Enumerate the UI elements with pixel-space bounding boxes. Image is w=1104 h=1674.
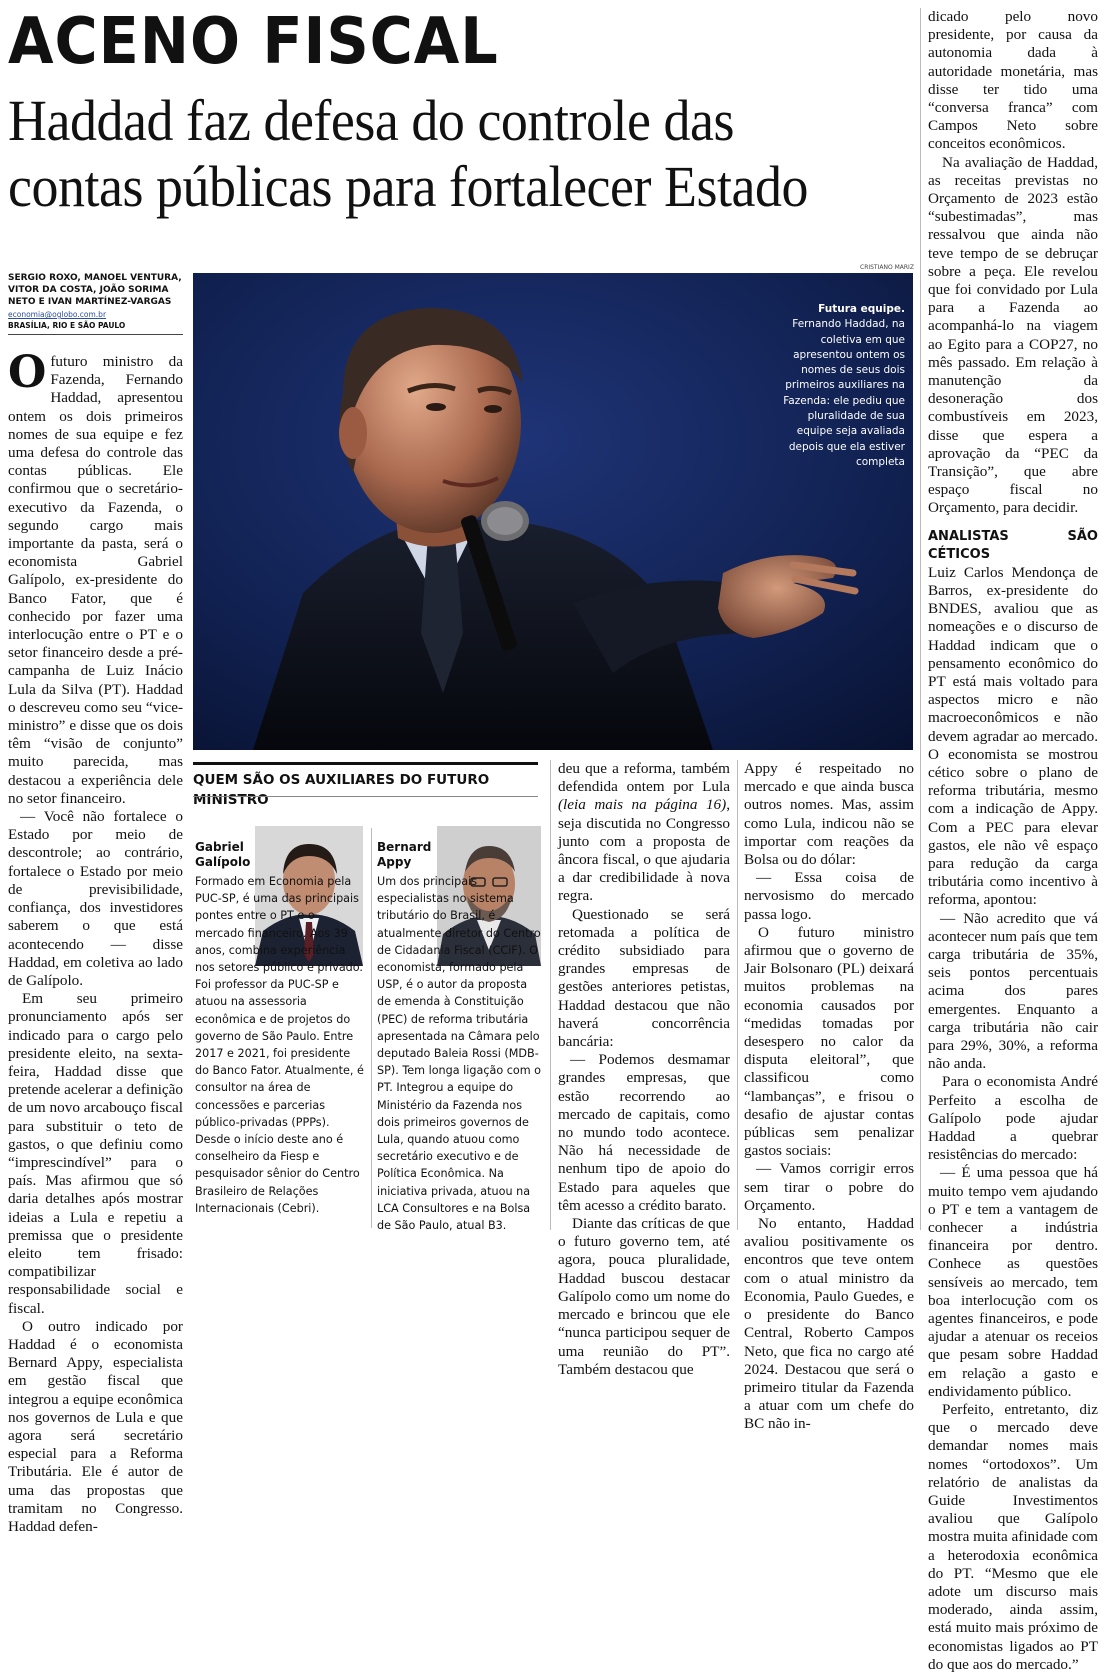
photo-credit: CRISTIANO MARIZ: [860, 264, 914, 271]
profile-name-galipolo: Gabriel Galípolo: [195, 840, 251, 869]
article-paragraph: Perfeito, entretanto, diz que o mercado deve demandar nomes mais nomes “ortodoxos”. Um relatório de analistas da Guide Investimentos avaliou que Galípolo mostra muita afinidade com a heterodoxia econômica do PT. “Mesmo que ele adote um discurso mais moderado, ainda assim, está muito mais próximo de economistas ligados ao PT do que aos do mercado.”: [928, 1401, 1098, 1673]
article-paragraph: Diante das críticas de que o futuro governo tem, até agora, pouca pluralidade, Haddad buscou destacar Galípolo como um nome do mercado e brincou que ele “nunca participou sequer de uma reunião do PT”. Também destacou que: [558, 1215, 730, 1378]
article-paragraph: Ofuturo ministro da Fazenda, Fernando Haddad, apresentou ontem os dois primeiros nomes de sua equipe e fez uma defesa do controle das contas públicas. Ele confirmou que o secretário-executivo da Fazenda, o segundo cargo mais importante da pasta, será o economista Gabriel Galípolo, ex-presidente do Banco Fator, que é conhecido por fazer uma interlocução entre o PT e o setor financeiro desde a pré-campanha de Luiz Inácio Lula da Silva (PT). Haddad o descreveu como seu “vice-ministro” e disse que os dois têm “visão de conjunto” muito parecida, mas destacou a experiência dele no setor financeiro.: [8, 347, 183, 807]
drop-cap: O: [8, 347, 47, 398]
article-paragraph: Questionado se será retomada a política de crédito subsidiado para grandes empresas de gestões anteriores petistas, Haddad destacou que não haverá concorrência bancária:: [558, 905, 730, 1051]
byline-divider: [8, 334, 183, 335]
article-paragraph: dicado pelo novo presidente, por causa da autonomia dada à autoridade monetária, mas disse ter tido uma “conversa franca” com Campos Neto sobre conceitos econômicos.: [928, 8, 1098, 153]
photo-caption: [780, 302, 905, 470]
article-column-3: [558, 760, 730, 1378]
section-subhead: ANALISTAS SÃO CÉTICOS: [928, 528, 1098, 562]
article-paragraph: No entanto, Haddad avaliou positivamente os encontros que teve ontem com o atual ministro da Economia, Paulo Guedes, e o presidente do Banco Central, Roberto Campos Neto, que fica no cargo até 2024. Destacou que será o primeiro titular da Fazenda a atuar com um chefe do BC não in-: [744, 1215, 914, 1433]
article-paragraph: O outro indicado por Haddad é o economista Bernard Appy, especialista em gestão fiscal que integrou a equipe econômica nos governos de Lula e que agora será secretário especial para a Reforma Tributária. Ele é autor de uma das propostas que tramitam no Congresso. Haddad defen-: [8, 1317, 184, 1535]
byline-place: BRASÍLIA, RIO E SÃO PAULO: [8, 321, 126, 330]
byline-authors: SERGIO ROXO, MANOEL VENTURA, VITOR DA COSTA, JOÃO SORIMA NETO E IVAN MARTÍNEZ-VARGAS: [8, 273, 182, 307]
article-paragraph: — Essa coisa de nervosismo do mercado passa logo.: [744, 869, 914, 923]
article-paragraph: Appy é respeitado no mercado e que ainda busca outros nomes. Mas, assim como Lula, indicou não se importar com reações da Bolsa ou do dólar:: [744, 760, 914, 869]
column-divider: [737, 760, 738, 1230]
article-paragraph: Em seu primeiro pronunciamento após ser indicado para o cargo pelo presidente eleito, na sexta-feira, Haddad disse que pretende acelerar a definição de um novo arcabouço fiscal para substituir o teto de gastos, o que definiu como “imprescindível” para o país. Mas afirmou que só daria detalhes após mostrar ideias a Lula e repetiu a premissa que o presidente eleito tem frisado: compatibilizar responsabilidade social e fiscal.: [8, 990, 183, 1317]
column-divider: [920, 8, 921, 1230]
profile-name-appy: Bernard Appy: [377, 840, 432, 869]
column-divider: [550, 760, 551, 1230]
article-paragraph: Na avaliação de Haddad, as receitas previstas no Orçamento de 2023 estão “subestimadas”, mas ressalvou que ainda não teve tempo de se debruçar sobre a peça. Ele revelou que foi convidado por Lula para a Fazenda ao acompanhá-lo na viagem ao Egito para a COP27, no mês passado. Em relação à manutenção da desoneração dos combustíveis em 2023, disse que espera a aprovação da “PEC da Transição”, que abre espaço fiscal no Orçamento, para decidir.: [928, 153, 1098, 517]
article-column-1: [8, 347, 184, 1535]
article-column-4: [744, 760, 914, 1433]
kicker: ACENO FISCAL: [8, 5, 499, 79]
article-paragraph: — Você não fortalece o Estado por meio de descontrole; ao contrário, fortalece o Estado por meio de previsibilidade, confiança, dos investidores saberem o que está acontecendo — disse Haddad, em coletiva ao lado de Galípolo.: [8, 808, 183, 989]
headline: Haddad faz defesa do controle das contas públicas para fortalecer Estado: [8, 88, 809, 219]
article-paragraph: — Não acredito que vá acontecer num país que tem carga tributária de 35%, seis pontos percentuais acima dos pares emergentes. Enquanto a carga tributária não cair para 29%, 30%, a reforma não anda.: [928, 909, 1098, 1073]
article-paragraph: — Vamos corrigir erros sem tirar o pobre do Orçamento.: [744, 1160, 914, 1214]
box-top-rule: [193, 762, 538, 765]
article-paragraph: Luiz Carlos Mendonça de Barros, ex-presidente do BNDES, avaliou que as nomeações e o discurso de Haddad indicam que o pensamento econômico do PT está mais voltado para aspectos micro e não macroeconômicos e não devem agradar ao mercado. O economista se mostrou cético sobre o plano de reforma tributária, mesmo com a indicação de Appy. Com a PEC para elevar gastos, ele não vê espaço para redução da carga tributária como incentivo à reforma, apontou:: [928, 563, 1098, 909]
box-column-divider: [371, 828, 372, 1228]
box-title: QUEM SÃO OS AUXILIARES DO FUTURO MINISTRO: [193, 772, 490, 808]
article-column-5: [928, 8, 1098, 1673]
caption-title: Futura equipe.: [818, 303, 905, 315]
article-paragraph: O futuro ministro afirmou que o governo de Jair Bolsonaro (PL) deixará muitos problemas na economia causados por “medidas tomadas por desespero no calor da disputa eleitoral”, que classificou como “lambanças”, e frisou o desafio de ajustar contas públicas sem penalizar gastos sociais:: [744, 923, 914, 1160]
article-paragraph: — É uma pessoa que há muito tempo vem ajudando o PT e tem a vantagem de conhecer a indústria financeira por dentro. Conhece as questões sensíveis ao mercado, tem boa interlocução com os agentes financeiros, e pode ajudar a atenuar os receios que pesam sobre Haddad em relação a gasto e endividamento público.: [928, 1164, 1098, 1400]
profile-text-galipolo: Formado em Economia pela PUC-SP, é uma das principais pontes entre o PT e o mercado financeiro. Aos 39 anos, combina experiência nos setores público e privado. Foi professor da PUC-SP e atuou na assessoria econômica e de projetos do governo de São Paulo. Entre 2017 e 2021, foi presidente do Banco Fator. Atualmente, é consultor na área de concessões e parcerias público-privadas (PPPs). Desde o início deste ano é conselheiro da Fiesp e pesquisador sênior do Centro Brasileiro de Relações Internacionais (Cebri).: [195, 875, 364, 1215]
article-paragraph: deu que a reforma, também defendida ontem por Lula (leia mais na página 16), seja discutida no Congresso junto com a proposta de âncora fiscal, o que ajudaria a dar credibilidade à nova regra.: [558, 760, 730, 905]
byline-email-link[interactable]: economia@oglobo.com.br: [8, 310, 107, 319]
article-paragraph: — Podemos desmamar grandes empresas, que estão recorrendo ao mercado de capitais, como no mundo todo acontece. Não há necessidade de nenhum tipo de apoio do Estado para aqueles que têm acesso a crédito barato.: [558, 1051, 730, 1214]
box-divider: [193, 796, 538, 797]
article-paragraph: Para o economista André Perfeito a escolha de Galípolo pode ajudar Haddad a quebrar resistências do mercado:: [928, 1073, 1098, 1164]
caption-text: Fernando Haddad, na coletiva em que apresentou ontem os nomes de seus dois primeiros auxiliares na Fazenda: ele pediu que pluralidade de sua equipe seja avaliada depois que ela estiver completa: [783, 318, 905, 468]
profile-text-appy: Um dos principais especialistas no sistema tributário do Brasil, é atualmente diretor do Centro de Cidadania Fiscal (CCiF). O economista, formado pela USP, é o autor da proposta de emenda à Constituição (PEC) de reforma tributária apresentada na Câmara pelo deputado Baleia Rossi (MDB-SP). Tem longa ligação com o PT. Integrou a equipe do Ministério da Fazenda nos dois primeiros governos de Lula, quando atuou como secretário executivo e de Política Econômica. Na iniciativa privada, atuou na LCA Consultores e na Bolsa de São Paulo, atual B3.: [377, 875, 542, 1233]
